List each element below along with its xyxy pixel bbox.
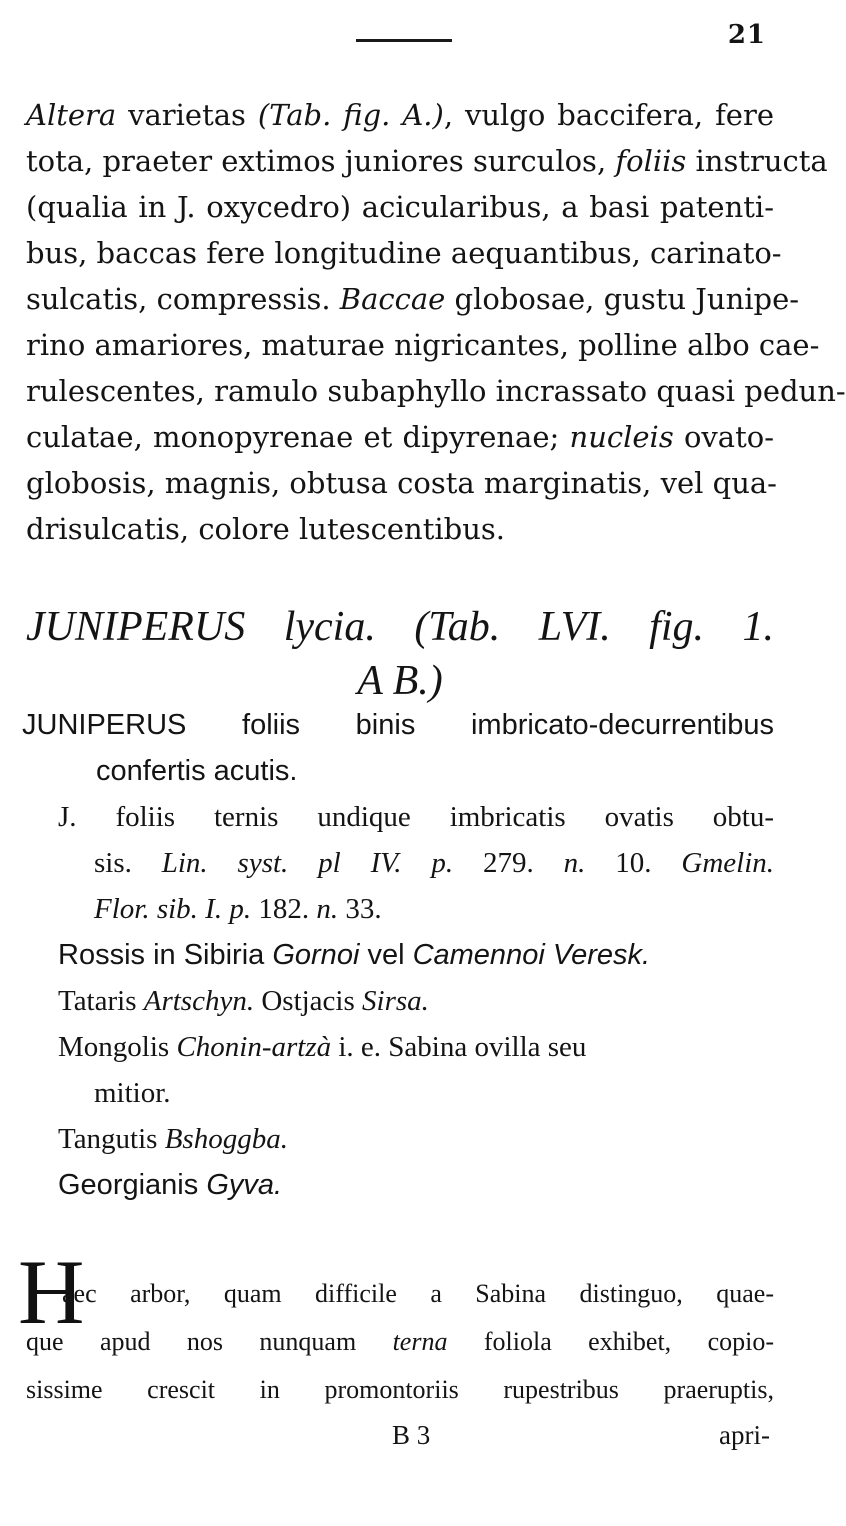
synonym-line: [22, 794, 774, 840]
italic-run: Gornoi: [272, 939, 360, 971]
synonym-line: [22, 1116, 774, 1162]
italic-run: Flor. sib. I. p.: [94, 893, 252, 925]
italic-run: nucleis: [569, 420, 674, 454]
italic-run: n.: [563, 847, 586, 879]
synonym-line: [22, 748, 774, 794]
italic-run: terna: [392, 1327, 448, 1356]
text-run: culatae, monopyrenae et dipyrenae;: [26, 420, 570, 454]
text-run: , vulgo baccifera, fere: [443, 98, 774, 132]
synonym-line: [22, 840, 774, 886]
synonym-line: [22, 1070, 774, 1116]
description-line: [26, 322, 820, 368]
synonym-line: [22, 702, 774, 748]
text-run: rino amariores, maturae nigricantes, polline albo cae-: [26, 328, 820, 362]
text-run: globosae, gustu Junipe-: [445, 282, 800, 316]
synonymy-block: [22, 702, 774, 1208]
italic-run: n.: [316, 893, 339, 925]
italic-run: Gyva.: [206, 1169, 283, 1201]
description-line: [26, 230, 782, 276]
text-run: drisulcatis, colore lutescentibus.: [26, 512, 505, 546]
description-line: [26, 184, 774, 230]
text-run: que apud nos nunquam: [26, 1327, 393, 1356]
text-run: foliola exhibet, copio-: [447, 1327, 774, 1356]
text-run: aec arbor, quam difficile a Sabina distinguo, quae-: [62, 1279, 774, 1308]
variety-description: [26, 92, 846, 552]
synonym-line: [22, 978, 774, 1024]
text-run: Ostjacis: [254, 985, 363, 1017]
text-run: rulescentes, ramulo subaphyllo incrassato quasi pedun-: [26, 374, 846, 408]
text-run: (qualia in J. oxycedro) acicularibus, a basi patenti-: [26, 190, 774, 224]
text-run: varietas: [116, 98, 258, 132]
text-run: tota, praeter extimos juniores surculos,: [26, 144, 616, 178]
synonym-line: [22, 1024, 774, 1070]
description-line: [26, 368, 846, 414]
italic-run: Sirsa.: [362, 985, 429, 1017]
text-run: Tangutis: [58, 1123, 165, 1155]
text-run: Georgianis: [58, 1169, 207, 1201]
italic-run: Lin. syst. pl IV. p.: [161, 847, 454, 879]
catchword: apri-: [719, 1420, 770, 1450]
text-run: 182.: [251, 893, 317, 925]
body-line: [26, 1366, 774, 1414]
text-run: J. foliis ternis undique imbricatis ovatis obtu-: [58, 801, 774, 833]
species-title: JUNIPERUS lycia. (Tab. LVI. fig. 1.: [26, 604, 774, 650]
text-run: bus, baccas fere longitudine aequantibus, carinato-: [26, 236, 782, 270]
description-line: [26, 138, 828, 184]
text-run: Rossis in Sibiria: [58, 939, 273, 971]
text-run: sulcatis, compressis.: [26, 282, 340, 316]
body-line: [26, 1270, 774, 1318]
header-rule: [356, 39, 452, 42]
text-run: sissime crescit in promontoriis rupestribus praeruptis,: [26, 1375, 774, 1404]
text-run: ovato-: [673, 420, 775, 454]
text-run: confertis acutis.: [96, 755, 298, 787]
italic-run: Altera: [26, 98, 117, 132]
text-run: i. e. Sabina ovilla seu: [331, 1031, 587, 1063]
drop-cap: H: [18, 1241, 85, 1343]
italic-run: Bshoggba.: [164, 1123, 288, 1155]
text-run: globosis, magnis, obtusa costa marginatis, vel qua-: [26, 466, 777, 500]
italic-run: Artschyn.: [143, 985, 255, 1017]
italic-run: Chonin-artzà: [176, 1031, 332, 1063]
italic-run: Camennoi Veresk.: [412, 939, 651, 971]
text-run: JUNIPERUS foliis binis imbricato-decurrentibus: [22, 709, 774, 741]
text-run: 33.: [338, 893, 382, 925]
text-run: 279.: [453, 847, 564, 879]
description-line: [26, 92, 774, 138]
italic-run: Gmelin.: [681, 847, 774, 879]
text-run: instructa: [686, 144, 828, 178]
italic-run: Baccae: [339, 282, 446, 316]
signature-mark: B 3: [392, 1420, 431, 1450]
text-run: Mongolis: [58, 1031, 177, 1063]
synonym-line: [22, 1162, 774, 1208]
text-run: mitior.: [94, 1077, 171, 1109]
text-run: 10.: [585, 847, 682, 879]
body-line: [26, 1318, 774, 1366]
page-number: 21: [727, 20, 766, 50]
description-line: [26, 276, 800, 322]
description-line: [26, 414, 774, 460]
text-run: Tataris: [58, 985, 144, 1017]
text-run: sis.: [94, 847, 162, 879]
synonym-line: [22, 932, 774, 978]
italic-run: foliis: [615, 144, 687, 178]
description-line: [26, 506, 774, 552]
italic-run: (Tab. fig. A.): [257, 98, 444, 132]
synonym-line: [22, 886, 774, 932]
description-line: [26, 460, 777, 506]
body-paragraph: [26, 1270, 774, 1414]
species-title-continuation: A B.): [357, 658, 443, 704]
text-run: vel: [359, 939, 413, 971]
